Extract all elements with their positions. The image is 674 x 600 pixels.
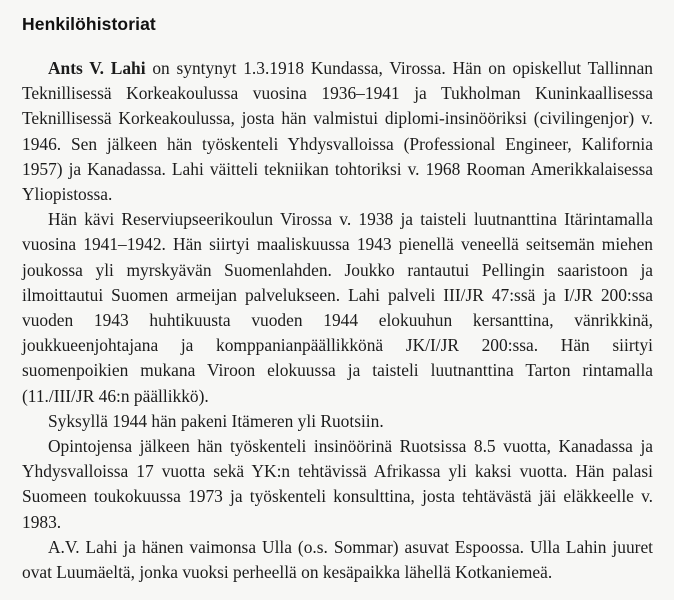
page-heading: Henkilöhistoriat: [22, 14, 156, 34]
paragraph-2: [22, 207, 653, 409]
paragraph-2-text: Hän kävi Reserviupseerikoulun Virossa v. 1938 ja taisteli luutnanttina Itärintamalla vuosina 1941–1942. Hän siirtyi maaliskuussa 1943 pienellä veneellä seitsemän miehen joukossa yli myrskyävän Suomenlahden. Joukko rantautui Pellingin saaristoon ja ilmoittautui Suomen armeijan palvelukseen. Lahi palveli III/JR 47:ssä ja I/JR 200:ssa vuoden 1943 huhtikuusta vuoden 1944 elokuuhun kersanttina, vänrikkinä, joukkueenjohtajana ja komppanianpäällikkönä JK/I/JR 200:ssa. Hän siirtyi suomenpoikien mukana Viroon elokuussa ja taisteli luutnanttina Tarton rintamalla (11./III/JR 46:n päällikkö).: [22, 209, 653, 406]
paragraph-1: [22, 56, 653, 207]
paragraph-1-text: on syntynyt 1.3.1918 Kundassa, Virossa. Hän on opiskellut Tallinnan Teknillisessä Korkeakoulussa vuosina 1936–1941 ja Tukholman Kuninkaallisessa Teknillisessä Korkeakoulussa, josta hän valmistui diplomi-insinööriksi (civilingenjor) v. 1946. Sen jälkeen hän työskenteli Yhdysvalloissa (Professional Engineer, Kalifornia 1957) ja Kanadassa. Lahi väitteli tekniikan tohtoriksi v. 1968 Rooman Amerikkalaisessa Yliopistossa.: [22, 58, 653, 205]
person-name-bold: Ants V. Lahi: [48, 58, 146, 78]
paragraph-3: [22, 409, 653, 434]
paragraph-3-text: Syksyllä 1944 hän pakeni Itämeren yli Ruotsiin.: [48, 410, 384, 431]
paragraph-4-text: Opintojensa jälkeen hän työskenteli insinöörinä Ruotsissa 8.5 vuotta, Kanadassa ja Yhdysvalloissa 17 vuotta sekä YK:n tehtävissä Afrikassa yli kaksi vuotta. Hän palasi Suomeen toukokuussa 1973 ja työskenteli konsulttina, josta tehtävästä jäi eläkkeelle v. 1983.: [22, 436, 653, 532]
document-body: [22, 56, 653, 585]
paragraph-4: [22, 434, 653, 535]
paragraph-5: [22, 535, 653, 585]
paragraph-5-text: A.V. Lahi ja hänen vaimonsa Ulla (o.s. Sommar) asuvat Espoossa. Ulla Lahin juuret ovat Luumäeltä, jonka vuoksi perheellä on kesäpaikka lähellä Kotkaniemeä.: [22, 536, 653, 583]
